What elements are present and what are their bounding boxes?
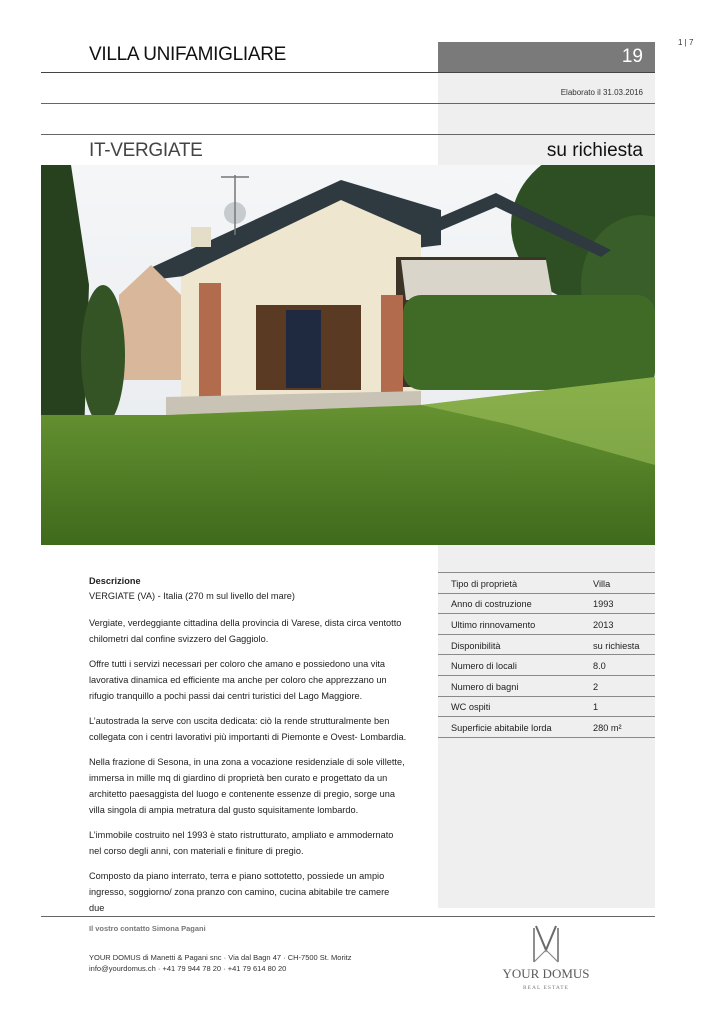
listing-number: 19 bbox=[438, 42, 655, 72]
location-title: IT-VERGIATE bbox=[89, 140, 203, 161]
detail-value: 1993 bbox=[593, 599, 614, 610]
detail-label: Tipo di proprietà bbox=[451, 578, 518, 589]
contact-line: info@yourdomus.ch · +41 79 944 78 20 · +41 79 614 80 20 bbox=[89, 964, 287, 973]
description-section bbox=[89, 575, 407, 925]
description-paragraph: Nella frazione di Sesona, in una zona a vocazione residenziale di sole villette, immersa in mille mq di giardino di proprietà ben curato e progettato da un architetto paesaggista del luogo e contenente essenze di pregio, sorge una villa singola di ampia metratura dal gusto squisitamente lombardo. bbox=[89, 757, 405, 815]
detail-label: Disponibilità bbox=[451, 640, 501, 651]
divider bbox=[41, 134, 655, 135]
table-row bbox=[438, 655, 655, 676]
detail-value: 2 bbox=[593, 681, 599, 692]
description-paragraph: Composto da piano interrato, terra e piano sottotetto, possiede un ampio ingresso, soggiorno/ zona pranzo con camino, cucina abitabile tre camere due bbox=[89, 871, 390, 913]
detail-value: su richiesta bbox=[593, 640, 640, 651]
description-heading: Descrizione bbox=[89, 576, 141, 586]
detail-value: 2013 bbox=[593, 619, 614, 630]
footer-divider bbox=[41, 916, 655, 917]
detail-label: WC ospiti bbox=[451, 702, 491, 713]
footer-address bbox=[89, 952, 351, 974]
table-row bbox=[438, 675, 655, 696]
logo-subtitle: REAL ESTATE bbox=[523, 985, 569, 991]
table-row bbox=[438, 614, 655, 635]
details-table bbox=[438, 572, 655, 738]
property-photo bbox=[41, 165, 655, 545]
description-subheading: VERGIATE (VA) - Italia (270 m sul livello del mare) bbox=[89, 591, 295, 601]
detail-label: Superficie abitabile lorda bbox=[451, 722, 552, 733]
detail-value: Villa bbox=[593, 578, 611, 589]
table-row bbox=[438, 593, 655, 614]
contact-label: Il vostro contatto Simona Pagani bbox=[89, 924, 206, 933]
description-paragraph: Vergiate, verdeggiante cittadina della provincia di Varese, dista circa ventotto chilometri dal confine svizzero del Gaggiolo. bbox=[89, 618, 402, 644]
address-line: YOUR DOMUS di Manetti & Pagani snc · Via dal Bagn 47 · CH-7500 St. Moritz bbox=[89, 953, 352, 962]
page-title: VILLA UNIFAMIGLIARE bbox=[89, 44, 287, 65]
description-paragraph: Offre tutti i servizi necessari per coloro che amano e possiedono una vita lavorativa dinamica ed efficiente ma anche per coloro che apprezzano un rifugio tranquillo a pochi passi dai centri turistici del Lago Maggiore. bbox=[89, 659, 387, 701]
table-row bbox=[438, 573, 655, 594]
detail-label: Anno di costruzione bbox=[451, 599, 532, 610]
table-row bbox=[438, 696, 655, 717]
detail-label: Ultimo rinnovamento bbox=[451, 619, 536, 630]
price-label: su richiesta bbox=[546, 140, 643, 161]
table-row bbox=[438, 634, 655, 655]
divider bbox=[41, 103, 655, 104]
detail-label: Numero di locali bbox=[451, 661, 517, 672]
company-logo bbox=[490, 922, 602, 992]
description-paragraph: L’immobile costruito nel 1993 è stato ristrutturato, ampliato e ammodernato nel corso degli anni, con materiali e finiture di pregio. bbox=[89, 830, 394, 856]
table-row bbox=[438, 717, 655, 738]
detail-value: 280 m² bbox=[593, 722, 622, 733]
detail-label: Numero di bagni bbox=[451, 681, 519, 692]
page-indicator: 1 | 7 bbox=[678, 38, 694, 47]
logo-name: YOUR DOMUS bbox=[502, 966, 590, 981]
divider bbox=[41, 72, 655, 73]
logo-mark-icon bbox=[490, 922, 602, 992]
detail-value: 8.0 bbox=[593, 661, 606, 672]
description-paragraph: L’autostrada la serve con uscita dedicata: ciò la rende strutturalmente ben collegata con i centri lavorativi più importanti di Piemonte e Ovest- Lombardia. bbox=[89, 716, 407, 742]
date-label: Elaborato il 31.03.2016 bbox=[560, 88, 643, 97]
detail-value: 1 bbox=[593, 702, 599, 713]
